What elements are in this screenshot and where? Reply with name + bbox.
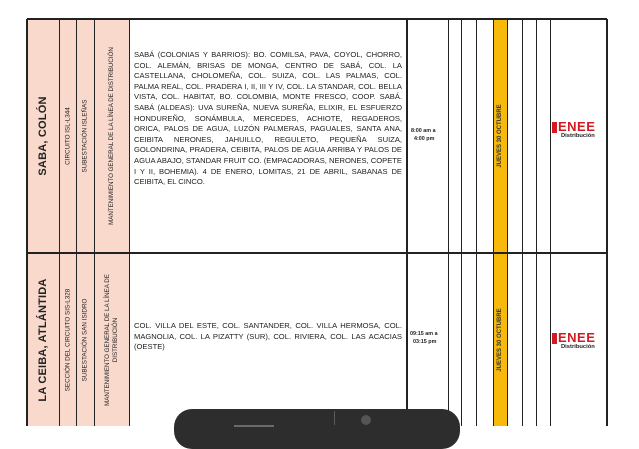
time-end: 03:15 pm [413, 339, 437, 345]
maintenance-text: MANTENIMIENTO GENERAL DE LA LÍNEA DE DISTRIBUCIÓN [107, 47, 115, 225]
time-start: 8:00 am a [411, 128, 436, 134]
location-text: LA CEIBA, ATLÁNTIDA [37, 278, 49, 402]
row-2-time [410, 330, 447, 346]
date-text: JUEVES 30 OCTUBRE [497, 308, 503, 372]
row-1-maintenance-cell [94, 20, 129, 252]
row-1-circuit-cell [59, 20, 76, 252]
logo-flag-icon [552, 122, 557, 133]
logo-sub: Distribución [561, 344, 595, 350]
grid-line [536, 19, 537, 426]
row-2-description: COL. VILLA DEL ESTE, COL. SANTANDER, COL. VILLA HERMOSA, COL. MAGNOLIA, COL. LA PIZATTY (SUR), COL. RIVIERA, COL. LAS ACACIAS (OESTE) [134, 321, 402, 352]
row-1-time [411, 127, 447, 143]
toolbar-zoom-bar[interactable] [234, 425, 274, 427]
substation-text: SUBESTACIÓN SAN ISIDRO [81, 298, 89, 382]
circuit-text: CIRCUITO ISL-L344 [64, 107, 71, 165]
logo-sub: Distribución [561, 133, 595, 139]
grid-line [522, 19, 523, 426]
logo-word: ENEE [558, 330, 596, 345]
logo-flag-icon [552, 333, 557, 344]
circuit-text: SECCIÓN DEL CIRCUITO SIS-L328 [64, 288, 71, 392]
row-2-maintenance-cell [94, 254, 129, 426]
row-2-date-cell [493, 254, 507, 426]
grid-line [550, 19, 551, 426]
row-2-circuit-cell [59, 254, 76, 426]
grid-line [461, 19, 462, 426]
substation-text: SUBESTACIÓN ISLEÑAS [81, 99, 89, 173]
row-2-substation-cell [76, 254, 94, 426]
row-1-description: SABÁ (COLONIAS Y BARRIOS): BO. COMILSA, PAVA, COYOL, CHORRO, COL. ALEMÁN, BRISAS DE MONGA, CENTRO DE SABÁ, COL. LA CASTELLANA, CHOLOMEÑA, COL. SUIZA, COL. LAS PALMAS, COL. PALMA REAL, COL. PRADERA I, II, III Y IV, COL. LA STANDAR, COL. BELLA VISTA, COL. HABITAT, BO. COLOMBIA, MONTE FRESCO, COOP. SABÁ. SABÁ (ALDEAS): UVA SUREÑA, NUEVA SUREÑA, ELIXIR, EL ESFUERZO HONDUREÑO, SONÁMBULA, MERCEDES, ACHIOTE, REGADEROS, ORICA, PALOS DE AGUA, LUZÓN PALMERAS, PAGUALES, SANTA ANA, CEIBITA NERONES, JAHUILLO, REGULETO, PEQUEÑA SUIZA, GOLONDRINA, PRADERA, CEIBITA, PALOS DE AGUA ARRIBA Y PALOS DE AGUA ABAJO, STANDAR FRUIT CO. (EMPACADORAS, NERONES, COPETE I Y II, BOHEMIA). 4 DE ENERO, LOMITAS, 21 DE ABRIL, SABANAS DE CEIBITA, EL CINCO. [134, 50, 402, 187]
toolbar-separator [334, 411, 335, 425]
enee-logo [552, 121, 595, 140]
toolbar-button-icon[interactable] [361, 415, 371, 425]
grid-line [476, 19, 477, 426]
logo-word: ENEE [558, 119, 596, 134]
grid-line [129, 19, 130, 426]
time-end: 4:00 pm [414, 136, 435, 142]
row-2-location-cell [27, 254, 59, 426]
time-start: 09:15 am a [410, 331, 438, 337]
location-text: SABA, COLÓN [37, 96, 49, 176]
row-1-date-cell [493, 20, 507, 252]
grid-line [507, 19, 508, 426]
date-text: JUEVES 30 OCTUBRE [497, 104, 503, 168]
grid-line [606, 19, 608, 426]
row-1-location-cell [27, 20, 59, 252]
viewer-toolbar[interactable] [174, 409, 460, 449]
maintenance-text: MANTENIMIENTO GENERAL DE LA LÍNEA DE DISTRIBUCIÓN [103, 274, 119, 406]
enee-logo [552, 332, 595, 351]
row-1-substation-cell [76, 20, 94, 252]
grid-line [448, 19, 449, 426]
grid-line [406, 19, 408, 426]
